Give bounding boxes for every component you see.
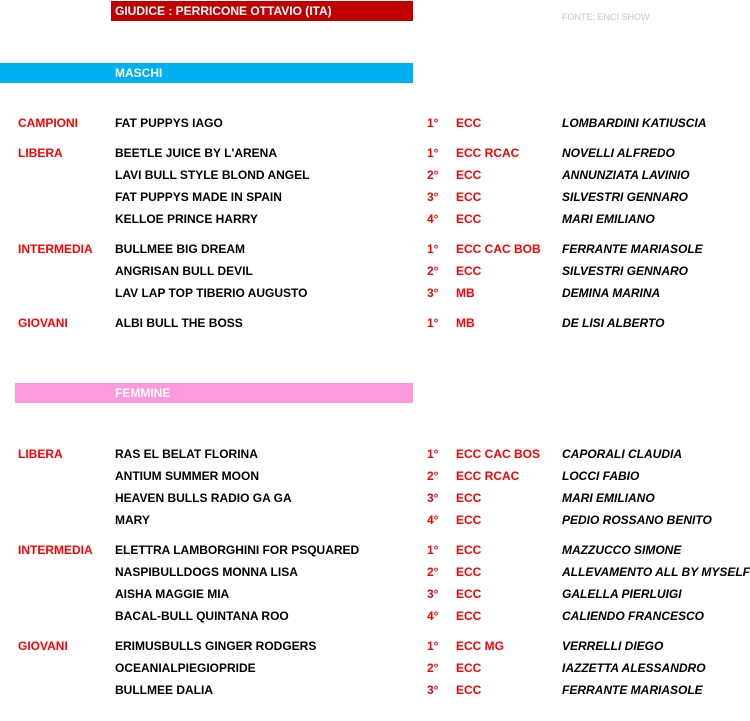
qualification: ECC — [456, 587, 482, 601]
result-row — [0, 282, 750, 304]
result-row — [0, 465, 750, 487]
owner-name: DEMINA MARINA — [562, 286, 661, 300]
result-row — [0, 312, 750, 334]
judge-title: GIUDICE : PERRICONE OTTAVIO (ITA) — [111, 1, 413, 21]
dog-name: ERIMUSBULLS GINGER RODGERS — [115, 639, 317, 653]
owner-name: MAZZUCCO SIMONE — [562, 543, 682, 557]
placement: 3° — [427, 683, 439, 697]
placement: 1° — [427, 116, 439, 130]
qualification: ECC — [456, 264, 482, 278]
dog-name: FAT PUPPYS IAGO — [115, 116, 223, 130]
result-row — [0, 164, 750, 186]
qualification: ECC — [456, 116, 482, 130]
qualification: ECC — [456, 168, 482, 182]
owner-name: NOVELLI ALFREDO — [562, 146, 675, 160]
dog-name: OCEANIALPIEGIOPRIDE — [115, 661, 256, 675]
result-row — [0, 238, 750, 260]
owner-name: FERRANTE MARIASOLE — [562, 683, 703, 697]
owner-name: IAZZETTA ALESSANDRO — [562, 661, 706, 675]
qualification: ECC — [456, 543, 482, 557]
result-row — [0, 509, 750, 531]
placement: 1° — [427, 242, 439, 256]
placement: 4° — [427, 212, 439, 226]
dog-name: BULLMEE BIG DREAM — [115, 242, 245, 256]
placement: 2° — [427, 264, 439, 278]
class-label: LIBERA — [18, 447, 63, 461]
section-header-femmine — [15, 383, 413, 403]
placement: 1° — [427, 543, 439, 557]
qualification: ECC RCAC — [456, 469, 520, 483]
qualification: ECC — [456, 212, 482, 226]
dog-name: MARY — [115, 513, 150, 527]
class-label: GIOVANI — [18, 316, 68, 330]
dog-name: ALBI BULL THE BOSS — [115, 316, 243, 330]
dog-name: BACAL-BULL QUINTANA ROO — [115, 609, 289, 623]
dog-name: ANTIUM SUMMER MOON — [115, 469, 259, 483]
result-row — [0, 635, 750, 657]
qualification: ECC — [456, 661, 482, 675]
owner-name: PEDIO ROSSANO BENITO — [562, 513, 712, 527]
result-row — [0, 142, 750, 164]
owner-name: ALLEVAMENTO ALL BY MYSELF — [562, 565, 750, 579]
owner-name: VERRELLI DIEGO — [562, 639, 664, 653]
result-row — [0, 186, 750, 208]
qualification: ECC MG — [456, 639, 504, 653]
section-title: FEMMINE — [115, 386, 171, 400]
owner-name: MARI EMILIANO — [562, 212, 655, 226]
result-row — [0, 112, 750, 134]
placement: 3° — [427, 587, 439, 601]
class-label: CAMPIONI — [18, 116, 78, 130]
placement: 1° — [427, 316, 439, 330]
owner-name: DE LISI ALBERTO — [562, 316, 665, 330]
qualification: MB — [456, 286, 475, 300]
result-row — [0, 539, 750, 561]
placement: 1° — [427, 639, 439, 653]
placement: 2° — [427, 565, 439, 579]
qualification: ECC — [456, 491, 482, 505]
dog-name: ELETTRA LAMBORGHINI FOR PSQUARED — [115, 543, 360, 557]
qualification: ECC — [456, 565, 482, 579]
result-row — [0, 260, 750, 282]
section-title: MASCHI — [115, 66, 163, 80]
placement: 3° — [427, 491, 439, 505]
owner-name: GALELLA PIERLUIGI — [562, 587, 682, 601]
result-row — [0, 561, 750, 583]
result-row — [0, 583, 750, 605]
owner-name: LOMBARDINI KATIUSCIA — [562, 116, 707, 130]
dog-name: BULLMEE DALIA — [115, 683, 213, 697]
result-row — [0, 657, 750, 679]
owner-name: LOCCI FABIO — [562, 469, 640, 483]
placement: 1° — [427, 447, 439, 461]
placement: 4° — [427, 513, 439, 527]
qualification: ECC — [456, 683, 482, 697]
class-label: GIOVANI — [18, 639, 68, 653]
qualification: ECC RCAC — [456, 146, 520, 160]
owner-name: MARI EMILIANO — [562, 491, 655, 505]
result-row — [0, 443, 750, 465]
dog-name: ANGRISAN BULL DEVIL — [115, 264, 253, 278]
placement: 2° — [427, 661, 439, 675]
dog-name: KELLOE PRINCE HARRY — [115, 212, 258, 226]
placement: 1° — [427, 146, 439, 160]
qualification: ECC — [456, 513, 482, 527]
qualification: ECC — [456, 190, 482, 204]
owner-name: FERRANTE MARIASOLE — [562, 242, 703, 256]
class-label: INTERMEDIA — [18, 242, 93, 256]
qualification: ECC — [456, 609, 482, 623]
result-row — [0, 208, 750, 230]
owner-name: SILVESTRI GENNARO — [562, 190, 689, 204]
dog-name: RAS EL BELAT FLORINA — [115, 447, 258, 461]
result-row — [0, 679, 750, 701]
section-header-maschi — [0, 63, 413, 83]
class-label: INTERMEDIA — [18, 543, 93, 557]
placement: 2° — [427, 168, 439, 182]
dog-name: HEAVEN BULLS RADIO GA GA — [115, 491, 292, 505]
qualification: ECC CAC BOS — [456, 447, 541, 461]
dog-name: LAVI BULL STYLE BLOND ANGEL — [115, 168, 310, 182]
owner-name: CALIENDO FRANCESCO — [562, 609, 705, 623]
owner-name: SILVESTRI GENNARO — [562, 264, 689, 278]
result-row — [0, 605, 750, 627]
dog-name: LAV LAP TOP TIBERIO AUGUSTO — [115, 286, 308, 300]
result-row — [0, 487, 750, 509]
dog-name: BEETLE JUICE BY L'ARENA — [115, 146, 277, 160]
owner-name: ANNUNZIATA LAVINIO — [562, 168, 690, 182]
class-label: LIBERA — [18, 146, 63, 160]
qualification: ECC CAC BOB — [456, 242, 541, 256]
dog-name: NASPIBULLDOGS MONNA LISA — [115, 565, 298, 579]
source-label: FONTE: ENCI SHOW — [562, 12, 650, 22]
qualification: MB — [456, 316, 475, 330]
placement: 4° — [427, 609, 439, 623]
placement: 3° — [427, 190, 439, 204]
dog-name: FAT PUPPYS MADE IN SPAIN — [115, 190, 282, 204]
owner-name: CAPORALI CLAUDIA — [562, 447, 682, 461]
placement: 3° — [427, 286, 439, 300]
dog-name: AISHA MAGGIE MIA — [115, 587, 230, 601]
placement: 2° — [427, 469, 439, 483]
